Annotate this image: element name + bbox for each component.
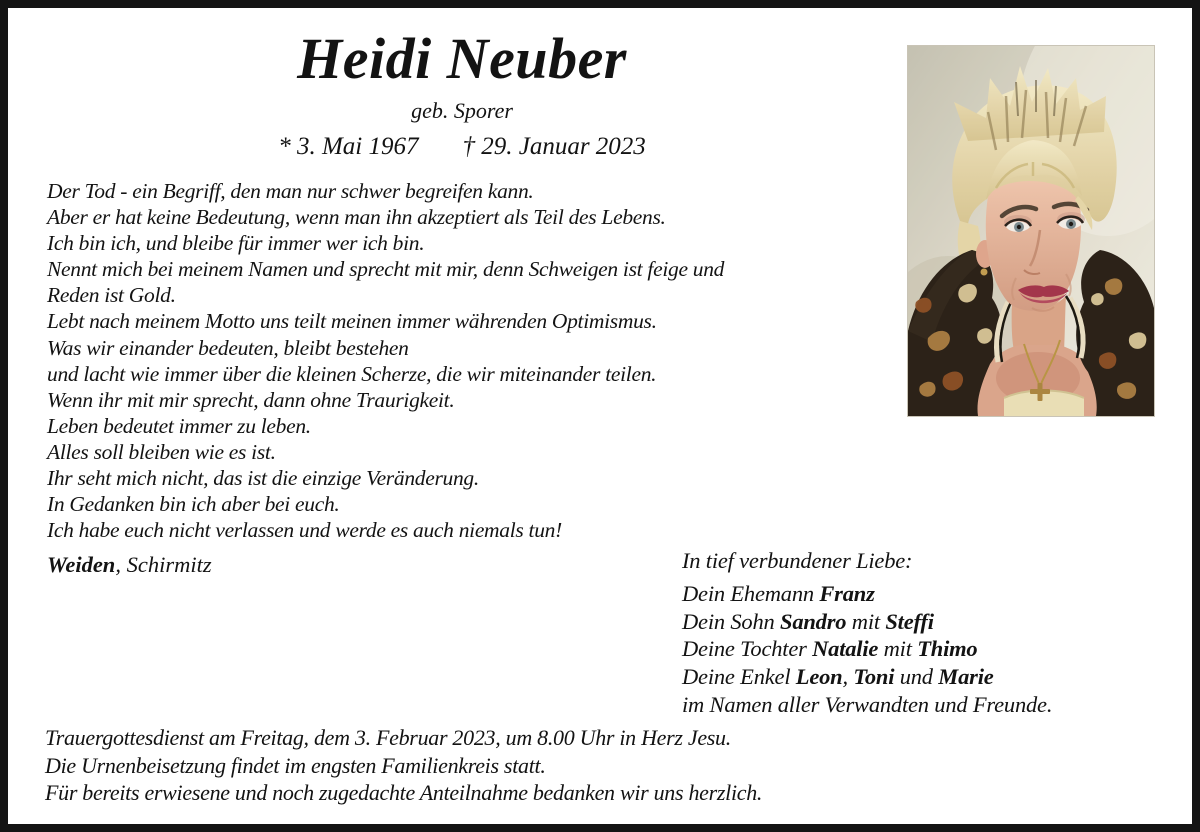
poem-line: Der Tod - ein Begriff, den man nur schwer begreifen kann. (47, 179, 534, 203)
poem-line: Reden ist Gold. (47, 283, 176, 308)
poem-line: Was wir einander bedeuten, bleibt bestehen (47, 335, 409, 360)
family-line (682, 635, 1052, 663)
place-line (47, 552, 212, 578)
family-line (682, 691, 1052, 719)
family-name: Toni (853, 664, 895, 690)
death-date: † 29. Januar 2023 (462, 132, 646, 160)
poem-line: Nennt mich bei meinem Namen und sprecht mit mir, denn Schweigen ist feige und (47, 257, 725, 282)
poem-line: Aber er hat keine Bedeutung, wenn man ihn akzeptiert als Teil des Lebens. (47, 205, 666, 230)
maiden-name: geb. Sporer (411, 97, 513, 123)
poem-line: Ich habe euch nicht verlassen und werde es auch niemals tun! (47, 518, 562, 543)
poem-line: In Gedanken bin ich aber bei euch. (47, 492, 340, 517)
deceased-name: Heidi Neuber (297, 26, 627, 91)
family-text: im Namen aller Verwandten und Freunde. (682, 691, 1053, 717)
family-intro: In tief verbundener Liebe: (682, 548, 913, 573)
portrait-photo (907, 45, 1155, 417)
family-name: Sandro (780, 608, 847, 634)
family-text: Dein Ehemann (682, 580, 820, 606)
service-line: Die Urnenbeisetzung findet im engsten Familienkreis statt. (45, 752, 546, 778)
family-name: Thimo (917, 636, 978, 662)
poem-line: Lebt nach meinem Motto uns teilt meinen immer währenden Optimismus. (47, 309, 657, 334)
poem-line: Alles soll bleiben wie es ist. (47, 439, 276, 464)
family-text: und (894, 664, 939, 690)
service-info (45, 724, 762, 807)
memorial-poem (47, 178, 724, 543)
place-suffix: , Schirmitz (115, 552, 212, 577)
family-block (682, 547, 1052, 719)
poem-line: Ihr seht mich nicht, das ist die einzige Veränderung. (47, 466, 479, 491)
service-line: Für bereits erwiesene und noch zugedachte Anteilnahme bedanken wir uns herzlich. (45, 780, 763, 806)
place-city: Weiden (47, 552, 116, 577)
poem-line: Ich bin ich, und bleibe für immer wer ich bin. (47, 231, 425, 256)
portrait-photo-image (908, 46, 1154, 416)
family-name: Leon (795, 664, 843, 690)
family-text: mit (846, 608, 886, 634)
life-dates (48, 133, 876, 161)
family-line (682, 608, 1052, 636)
family-text: , (842, 664, 854, 690)
family-text: Dein Sohn (682, 608, 780, 634)
service-line: Trauergottesdienst am Freitag, dem 3. Februar 2023, um 8.00 Uhr in Herz Jesu. (45, 725, 731, 750)
family-text: Deine Tochter (682, 636, 813, 662)
poem-line: Leben bedeutet immer zu leben. (47, 413, 311, 438)
family-name: Steffi (885, 608, 934, 634)
family-line (682, 663, 1052, 691)
family-name: Natalie (812, 636, 879, 662)
family-line (682, 580, 1052, 608)
poem-line: und lacht wie immer über die kleinen Scherze, die wir miteinander teilen. (47, 361, 657, 386)
family-name: Franz (819, 580, 875, 606)
family-text: Deine Enkel (682, 664, 796, 690)
family-name: Marie (938, 664, 994, 690)
poem-line: Wenn ihr mit mir sprecht, dann ohne Traurigkeit. (47, 387, 455, 412)
birth-date: * 3. Mai 1967 (278, 132, 419, 160)
header (48, 28, 876, 161)
family-text: mit (878, 636, 918, 662)
